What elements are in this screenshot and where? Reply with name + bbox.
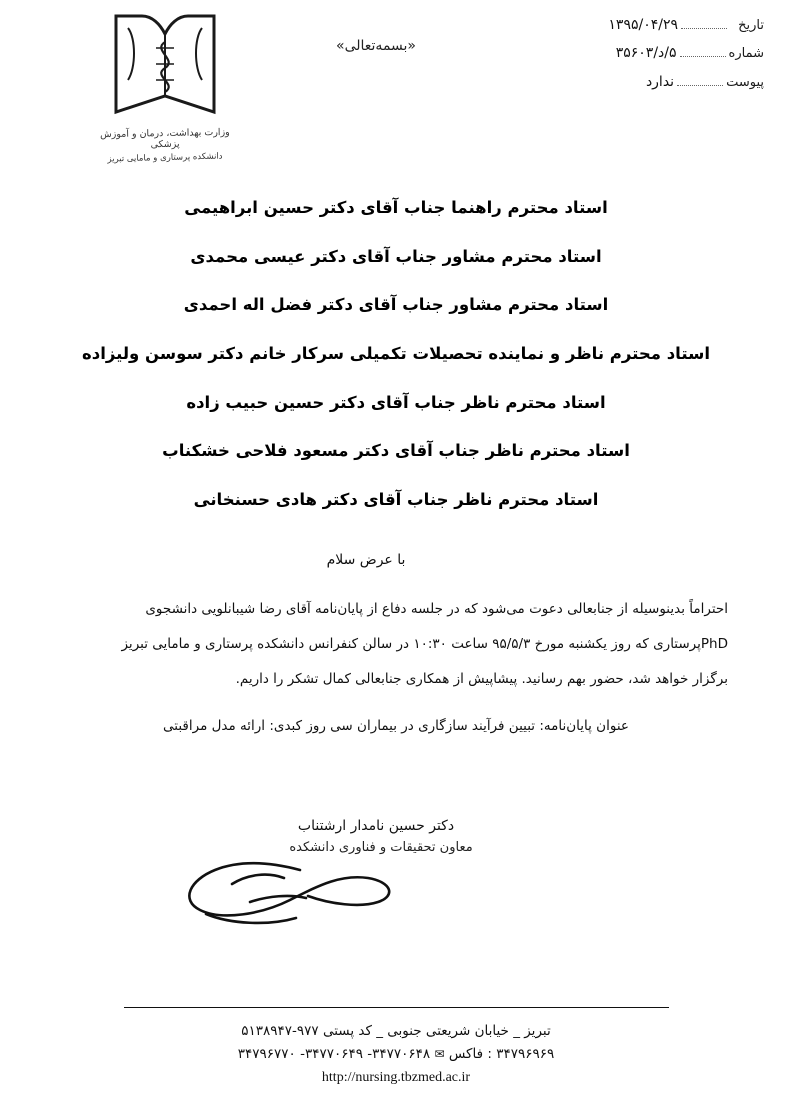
meta-label-attachment: پیوست	[726, 74, 764, 90]
recipient-item: استاد محترم ناظر جناب آقای دکتر حسین حبیب زاده	[186, 392, 606, 412]
recipient-item: استاد محترم ناظر و نماینده تحصیلات تکمیلی سرکار خانم دکتر سوسن ولیزاده	[81, 343, 710, 363]
meta-row-date	[549, 18, 764, 33]
meta-value-number: ۵/د/۳۵۶۰۳	[615, 45, 677, 62]
emblem-caption-faculty: دانشکده پرستاری و مامایی تبریز	[107, 151, 223, 165]
university-emblem-icon	[90, 8, 240, 168]
footer-divider	[124, 1007, 669, 1008]
signature-block	[0, 818, 792, 855]
meta-value-attachment: ندارد	[645, 73, 675, 90]
letter-meta-block	[549, 18, 764, 103]
salutation-text: با عرض سلام	[326, 552, 406, 568]
signer-role: معاون تحقیقات و فناوری دانشکده	[289, 840, 473, 855]
letter-body	[64, 592, 728, 697]
thesis-title-line: عنوان پایان‌نامه: تبیین فرآیند سازگاری در بیماران سی روز کبدی: ارائه مدل مراقبتی	[163, 718, 629, 734]
recipient-item: استاد محترم راهنما جناب آقای دکتر حسین ابراهیمی	[184, 198, 608, 217]
body-line-1: احتراماً بدینوسیله از جنابعالی دعوت می‌شود که در جلسه دفاع از پایان‌نامه آقای رضا شیبانلویی دانشجوی	[145, 601, 728, 617]
footer-phone: ۳۴۷۹۶۹۶۹	[496, 1046, 555, 1063]
meta-dots	[677, 77, 723, 86]
footer-address: تبریز _ خیابان شریعتی جنوبی _ کد پستی ۹۷۷-۵۱۳۸۹۴۷	[241, 1022, 551, 1039]
footer-contact-row	[0, 1043, 792, 1067]
meta-row-attachment	[549, 75, 764, 90]
signer-name: دکتر حسین نامدار ارشتناب	[297, 818, 455, 834]
meta-label-date: تاریخ	[738, 18, 764, 33]
recipient-item: استاد محترم مشاور جناب آقای دکتر عیسی محمدی	[190, 246, 602, 266]
letter-header	[0, 0, 792, 180]
recipient-item: استاد محترم ناظر جناب آقای دکتر هادی حسنخانی	[193, 489, 599, 509]
meta-label-number: شماره	[728, 46, 764, 62]
footer-fax-label: : فاکس	[448, 1046, 492, 1063]
handwritten-signature-icon	[0, 844, 792, 934]
meta-dots	[681, 20, 727, 29]
meta-value-date: ۱۳۹۵/۰۴/۲۹	[608, 17, 678, 33]
body-line-3: برگزار خواهد شد، حضور بهم رسانید. پیشاپیش از همکاری جنابعالی کمال تشکر را داریم.	[235, 671, 728, 688]
letter-footer	[0, 1007, 792, 1086]
footer-website-url[interactable]: http://nursing.tbzmed.ac.ir	[321, 1070, 471, 1085]
body-line-2: PhDپرستاری که روز یکشنبه مورخ ۹۵/۵/۳ ساعت ۱۰:۳۰ در سالن کنفرانس دانشکده پرستاری و مامایی تبریز	[121, 636, 728, 653]
recipient-item: استاد محترم مشاور جناب آقای دکتر فضل اله احمدی	[183, 295, 609, 315]
emblem-svg	[106, 8, 224, 126]
recipient-item: استاد محترم ناظر جناب آقای دکتر مسعود فلاحی خشکناب	[162, 441, 630, 461]
fax-icon: ✉	[434, 1047, 445, 1062]
besmeh-tala-text: «بسمه‌تعالی»	[336, 38, 416, 54]
emblem-caption-ministry: وزارت بهداشت، درمان و آموزش پزشکی	[100, 126, 230, 151]
footer-fax-numbers: ۳۴۷۷۰۶۴۸- ۳۴۷۷۰۶۴۹- ۳۴۷۹۶۷۷۰	[237, 1046, 431, 1063]
recipient-list	[0, 198, 792, 538]
